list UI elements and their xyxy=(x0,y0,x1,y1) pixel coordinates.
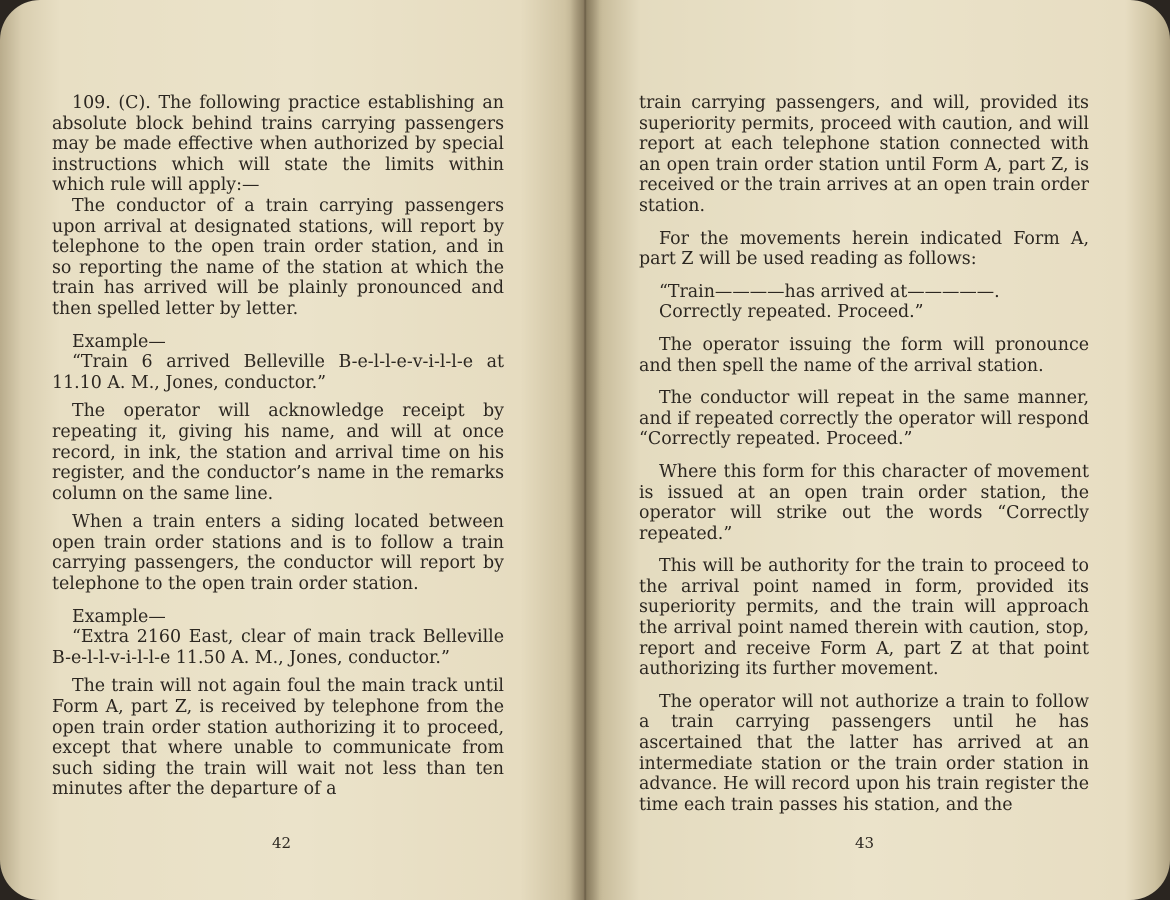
page-number: 42 xyxy=(272,834,292,852)
paragraph-conductor-repeat: The conductor will repeat in the same manner, and if repeated correctly the operator will respond “Correctly repeated. Proceed.” xyxy=(639,388,1089,450)
form-quote-line-2: Correctly repeated. Proceed.” xyxy=(659,302,924,323)
paragraph-strike-out: Where this form for this character of movement is issued at an open train order station, the operator will strike out the words “Correctly repeated.” xyxy=(639,461,1089,544)
book-gutter xyxy=(570,0,600,900)
paragraph-operator-acknowledge: The operator will acknowledge receipt by repeating it, giving his name, and will at once record, in ink, the station and arrival time on his register, and the conductor’s name in the remarks column on the same line. xyxy=(52,401,504,504)
paragraph-authority: This will be authority for the train to proceed to the arrival point named in form, provided its superiority permits, and the train will approach the arrival point named therein with caution, stop, report and receive Form A, part Z at that point authorizing its further movement. xyxy=(639,556,1089,680)
page-number: 43 xyxy=(855,834,875,852)
left-page-text xyxy=(52,93,504,800)
example-label: Example— xyxy=(72,606,166,627)
paragraph-foul-main-track: The train will not again foul the main track until Form A, part Z, is received by telephone from the open train order station authorizing it to proceed, except that where unable to communicate from such siding the train will wait not less than ten minutes after the departure of a xyxy=(52,676,504,800)
right-page-text xyxy=(639,93,1089,815)
paragraph-operator-authorize: The operator will not authorize a train to follow a train carrying passengers until he has ascertained that the latter has arrived at an intermediate station or the train order station in advance. He will record upon his train register the time each train passes his station, and the xyxy=(639,691,1089,815)
paragraph-siding: When a train enters a siding located between open train order stations and is to follow a train carrying passengers, the conductor will report by telephone to the open train order station. xyxy=(52,512,504,595)
paragraph-continuation: train carrying passengers, and will, provided its superiority permits, proceed with caution, and will report at each telephone station connected with an open train order station until Form A, part Z, is received or the train arrives at an open train order station. xyxy=(639,93,1089,216)
paragraph-conductor-report: The conductor of a train carrying passengers upon arrival at designated stations, will report by telephone to the open train order station, and in so reporting the name of the station at which the train has arrived will be plainly pronounced and then spelled letter by letter. xyxy=(52,195,504,319)
example-quote-arrival: “Train 6 arrived Belleville B-e-l-l-e-v-i-l-l-e at 11.10 A. M., Jones, conductor.” xyxy=(52,352,504,393)
paragraph-rule-109: 109. (C). The following practice establishing an absolute block behind trains carrying passengers may be made effective when authorized by special instructions which will state the limits within which rule will apply:— xyxy=(52,93,504,196)
right-page xyxy=(585,0,1170,900)
paragraph-form-a-usage: For the movements herein indicated Form A, part Z will be used reading as follows: xyxy=(639,228,1089,270)
form-quote-line-1: “Train————has arrived at—————. xyxy=(659,281,1000,302)
example-label: Example— xyxy=(72,331,166,352)
paragraph-operator-pronounce: The operator issuing the form will pronounce and then spell the name of the arrival station. xyxy=(639,334,1089,376)
example-quote-clear: “Extra 2160 East, clear of main track Belleville B-e-l-l-v-i-l-l-e 11.50 A. M., Jones, conductor.” xyxy=(52,627,504,668)
